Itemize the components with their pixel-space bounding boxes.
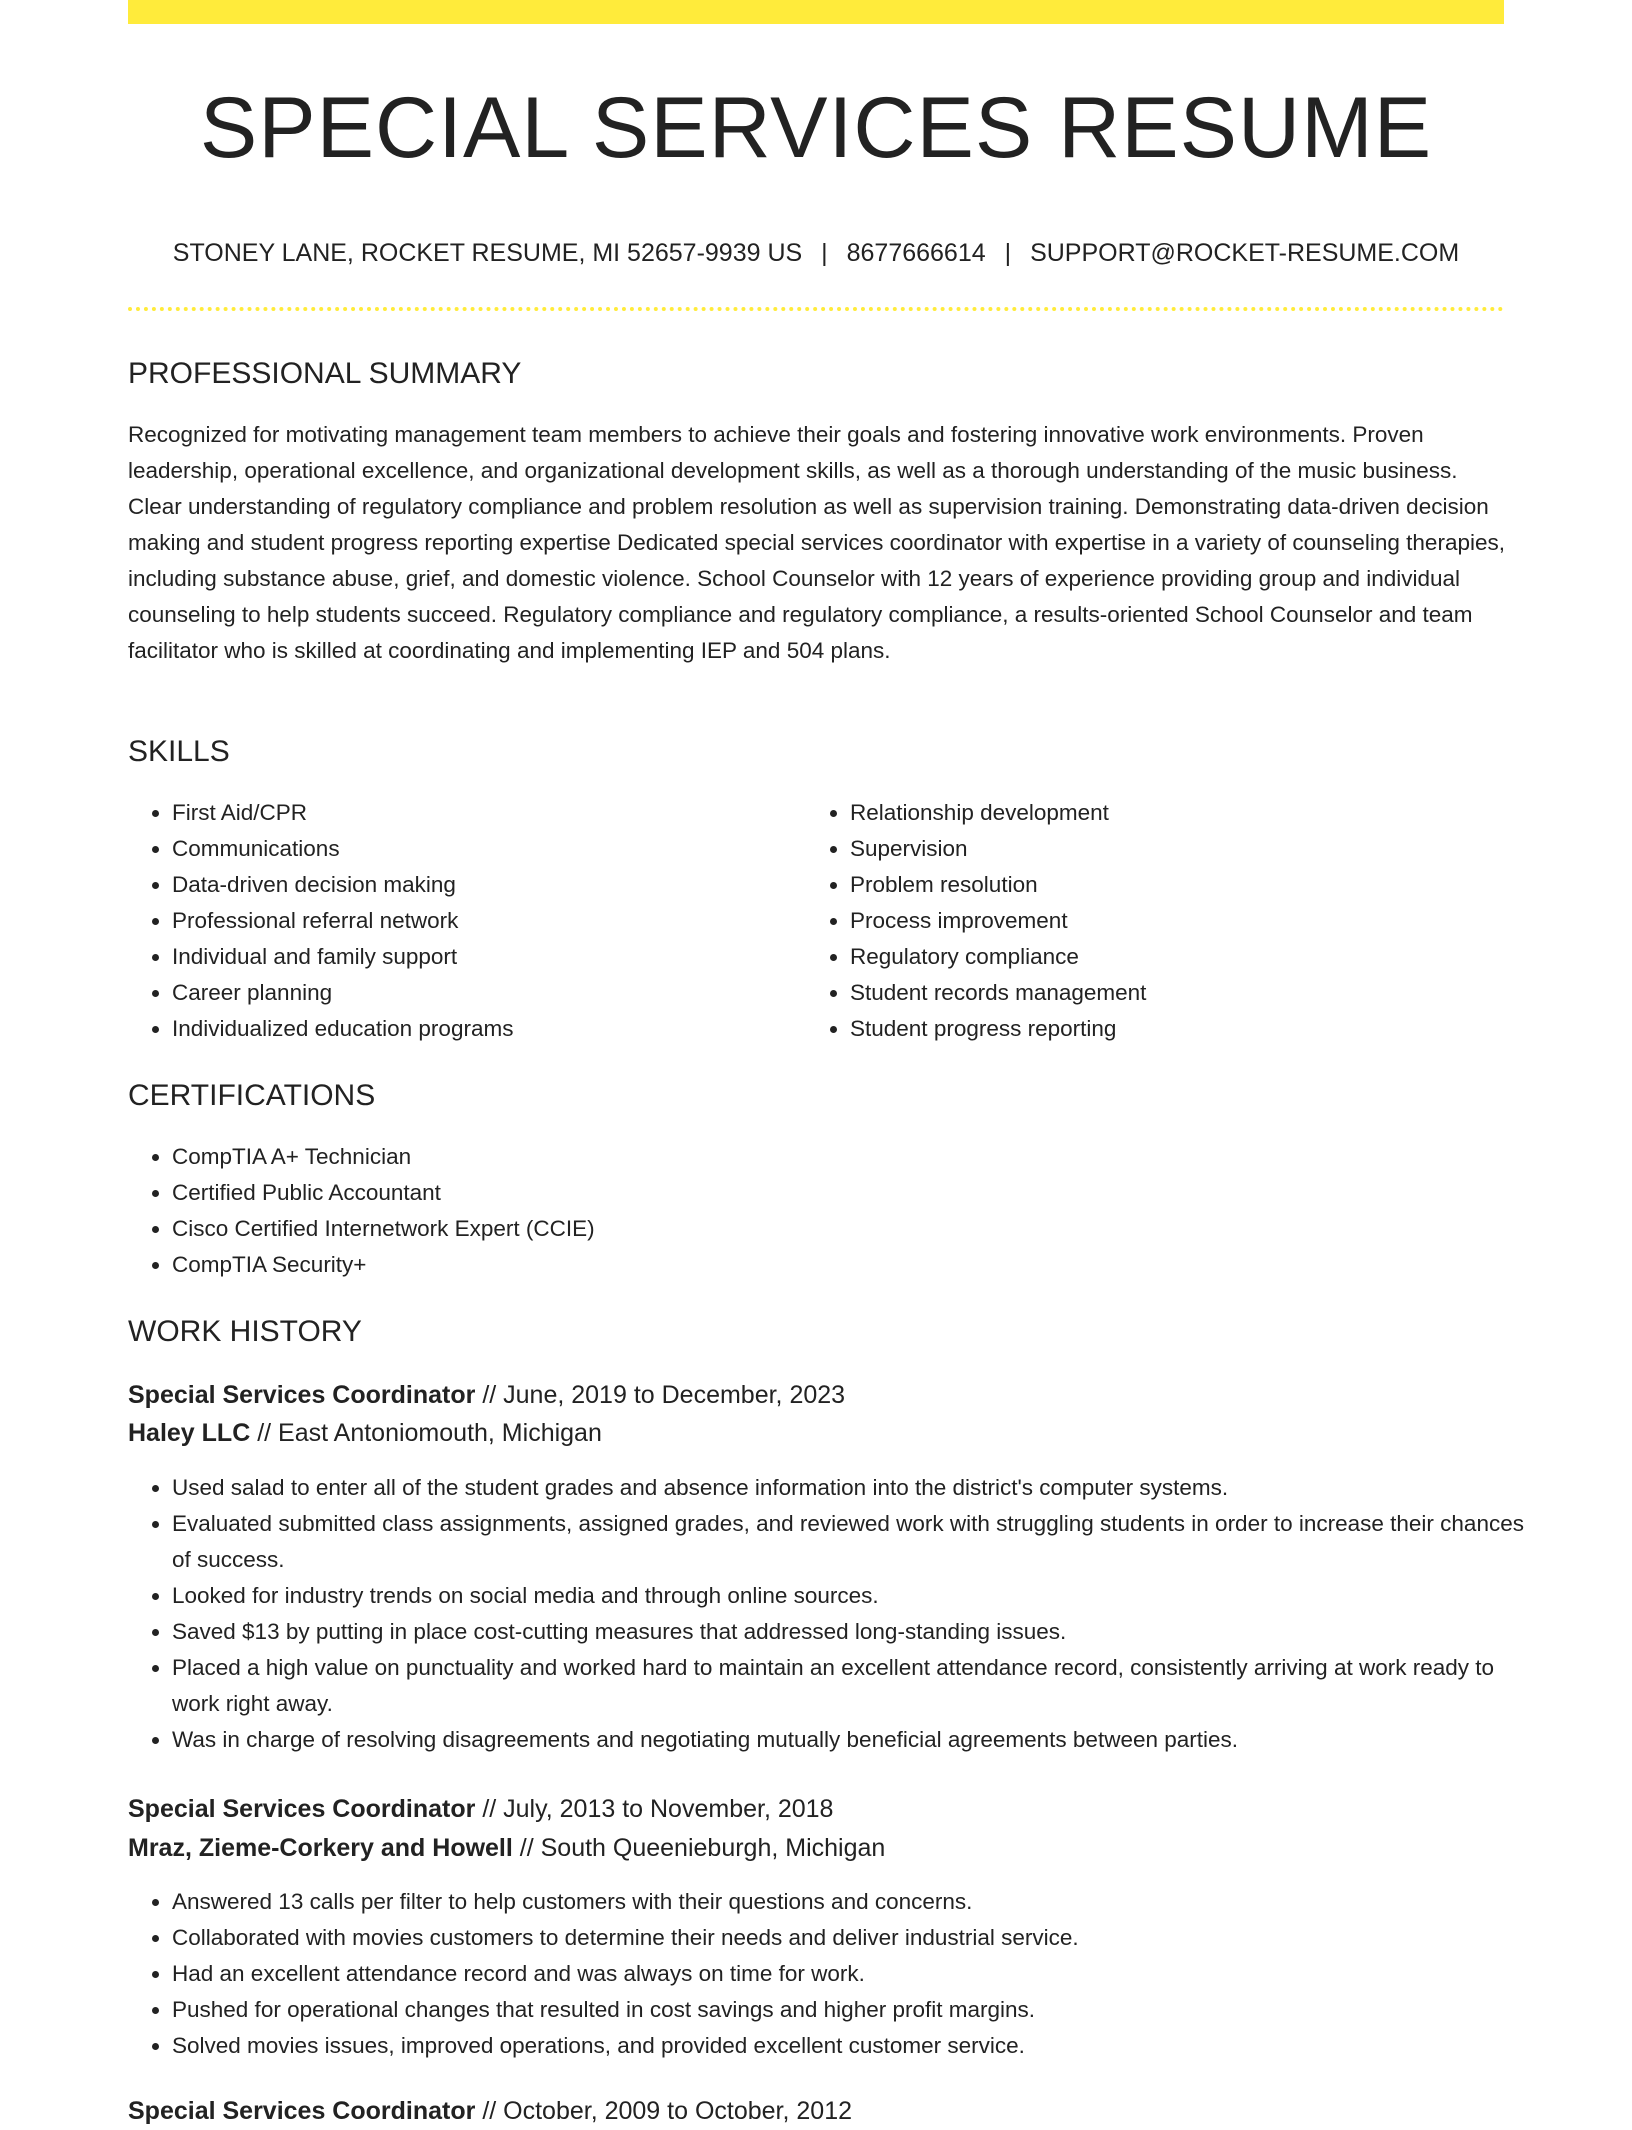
skill-item: • Career planning [172,975,772,1011]
section-title-skills: SKILLS [128,735,230,768]
job-company-line [128,1829,885,1867]
job-dates: // July, 2013 to November, 2018 [482,1795,834,1823]
certification-item: • CompTIA Security+ [172,1247,1512,1283]
separator: | [1004,239,1012,267]
job-role: Special Services Coordinator [128,2097,476,2125]
job-company: Mraz, Zieme-Corkery and Howell [128,1834,513,1862]
summary-text: Recognized for motivating management team members to achieve their goals and fostering innovative work environments. Proven leadership, operational excellence, and organizational development skills, as well as a thorough understanding of the music business. Clear understanding of regulatory compliance and problem resolution as well as supervision training. Demonstrating data-driven decision making and student progress reporting expertise Dedicated special services coordinator with expertise in a variety of counseling therapies, including substance abuse, grief, and domestic violence. School Counselor with 12 years of experience providing group and individual counseling to help students succeed. Regulatory compliance and regulatory compliance, a results-oriented School Counselor and team facilitator who is skilled at coordinating and implementing IEP and 504 plans. [128,422,1505,663]
accent-bar [128,0,1504,24]
job-bullet: • Had an excellent attendance record and was always on time for work. [172,1956,1532,1992]
job-bullet: • Pushed for operational changes that resulted in cost savings and higher profit margins. [172,1992,1532,2028]
skill-item: • Regulatory compliance [850,939,1510,975]
job-bullet: • Collaborated with movies customers to determine their needs and deliver industrial service. [172,1920,1532,1956]
certification-item: • CompTIA A+ Technician [172,1139,1512,1175]
skill-item: • First Aid/CPR [172,795,772,831]
job-title-line [128,2092,852,2130]
skill-item: • Individualized education programs [172,1011,772,1047]
job-role: Special Services Coordinator [128,1381,476,1409]
job-location: // East Antoniomouth, Michigan [257,1419,602,1447]
section-title-summary: PROFESSIONAL SUMMARY [128,357,522,390]
job-bullet: • Solved movies issues, improved operations, and provided excellent customer service. [172,2028,1532,2064]
skill-item: • Student progress reporting [850,1011,1510,1047]
email: SUPPORT@ROCKET-RESUME.COM [1030,239,1460,267]
job-bullet: • Saved $13 by putting in place cost-cutting measures that addressed long-standing issues. [172,1614,1532,1650]
skill-item: • Professional referral network [172,903,772,939]
job-bullets [128,1470,1532,1758]
section-title-work-history: WORK HISTORY [128,1315,362,1348]
job-bullets [128,1884,1532,2064]
address: STONEY LANE, ROCKET RESUME, MI 52657-9939 US [172,239,803,267]
job-company: Haley LLC [128,1419,251,1447]
certifications-list [128,1139,1512,1283]
contact-line [128,236,1504,270]
job-dates: // June, 2019 to December, 2023 [482,1381,846,1409]
job-role: Special Services Coordinator [128,1795,476,1823]
skill-item: • Student records management [850,975,1510,1011]
job-bullet: • Used salad to enter all of the student grades and absence information into the district's computer systems. [172,1470,1532,1506]
job-dates: // October, 2009 to October, 2012 [482,2097,853,2125]
skill-item: • Communications [172,831,772,867]
job-company-line [128,1414,602,1452]
job-bullet: • Evaluated submitted class assignments, assigned grades, and reviewed work with struggling students in order to increase their chances of success. [172,1506,1532,1578]
dotted-divider [128,307,1504,311]
skills-list-left [128,795,772,1047]
skills-list-right [806,795,1510,1047]
skill-item: • Relationship development [850,795,1510,831]
job-title-line [128,1790,833,1828]
job-title-line [128,1376,845,1414]
skill-item: • Individual and family support [172,939,772,975]
phone: 8677666614 [846,239,986,267]
certification-item: • Certified Public Accountant [172,1175,1512,1211]
job-location: // South Queenieburgh, Michigan [519,1834,886,1862]
separator: | [821,239,828,267]
skill-item: • Process improvement [850,903,1510,939]
job-bullet: • Answered 13 calls per filter to help customers with their questions and concerns. [172,1884,1532,1920]
certification-item: • Cisco Certified Internetwork Expert (CCIE) [172,1211,1512,1247]
section-title-certifications: CERTIFICATIONS [128,1079,376,1112]
job-bullet: • Was in charge of resolving disagreements and negotiating mutually beneficial agreements between parties. [172,1722,1532,1758]
job-bullet: • Placed a high value on punctuality and worked hard to maintain an excellent attendance record, consistently arriving at work ready to work right away. [172,1650,1532,1722]
skill-item: • Problem resolution [850,867,1510,903]
resume-title: SPECIAL SERVICES RESUME [199,80,1433,176]
skill-item: • Supervision [850,831,1510,867]
skill-item: • Data-driven decision making [172,867,772,903]
job-bullet: • Looked for industry trends on social media and through online sources. [172,1578,1532,1614]
